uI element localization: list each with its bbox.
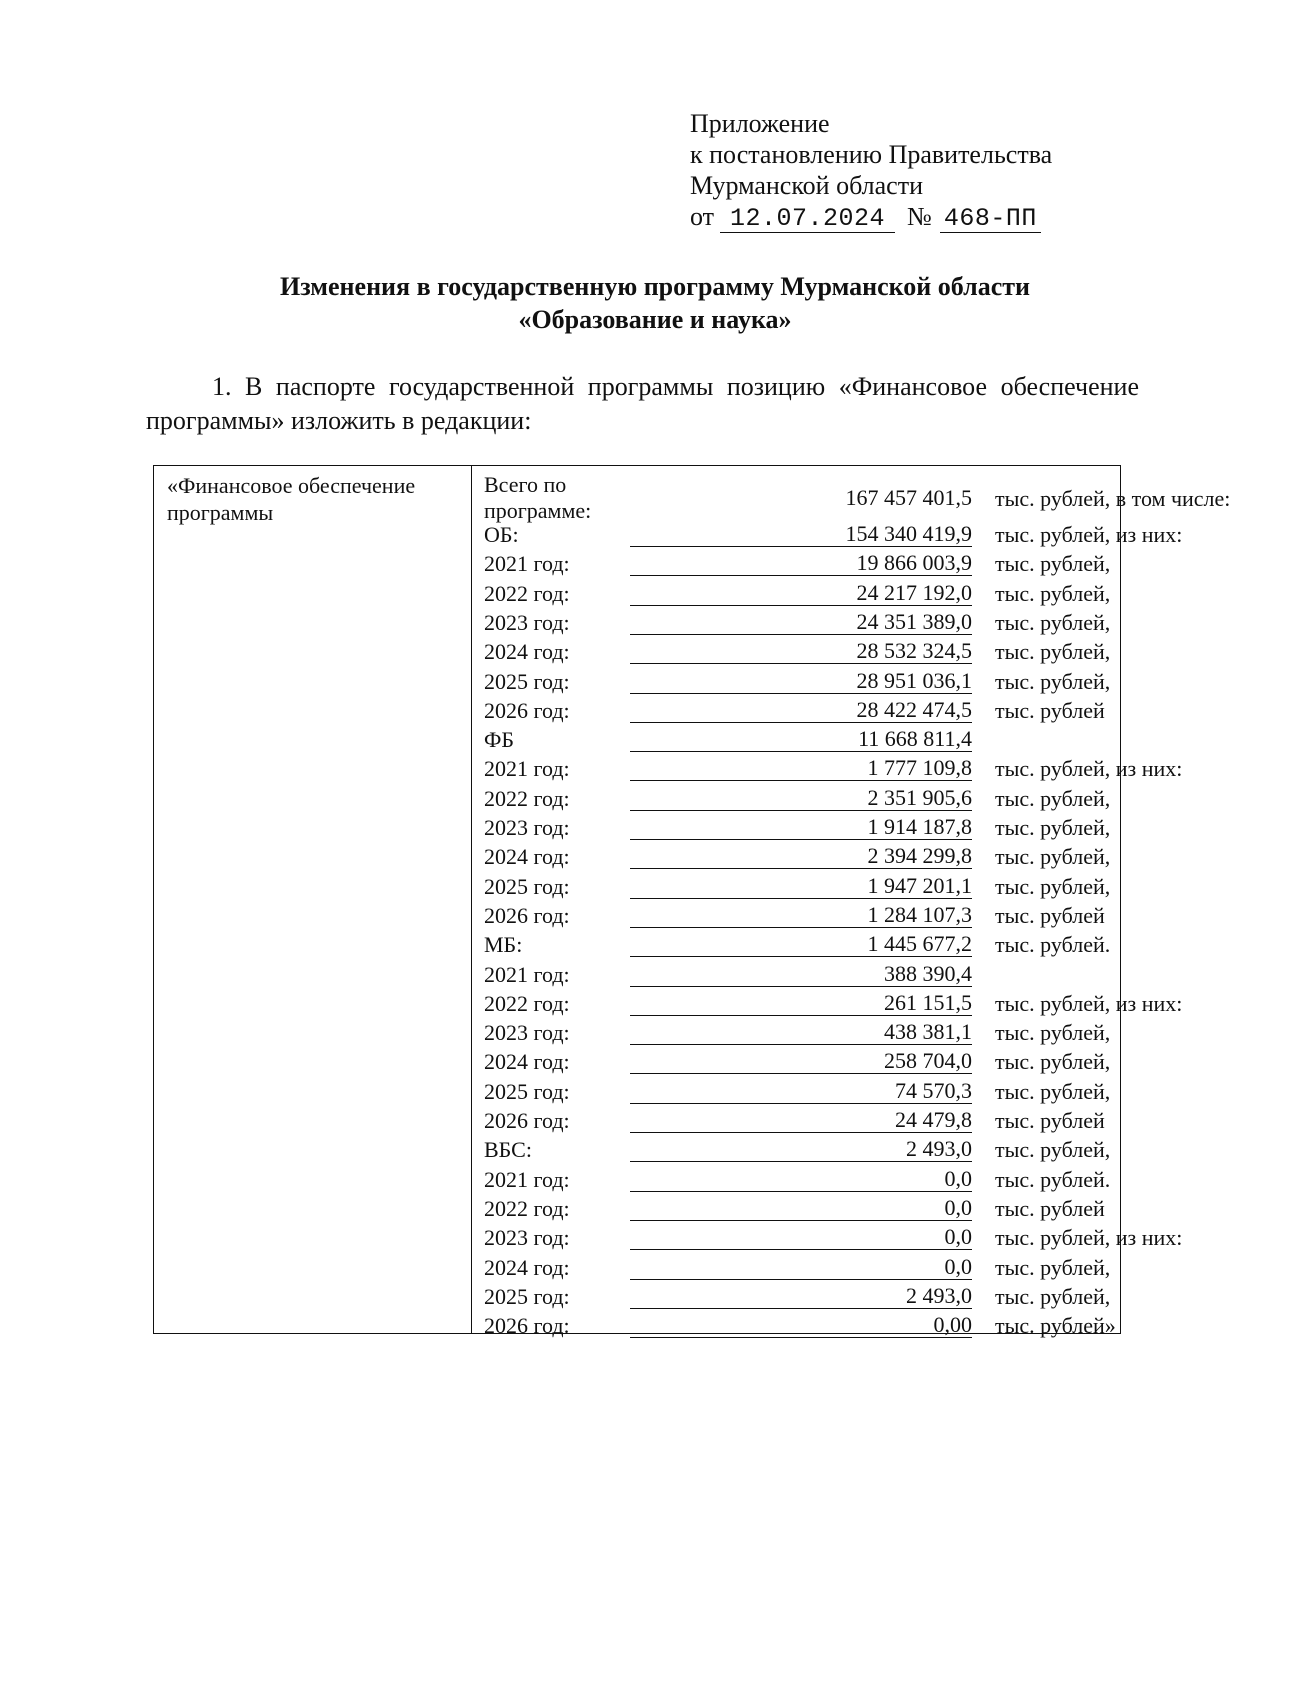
row-label: 2024 год: [484, 1049, 570, 1075]
row-value: 28 532 324,5 [630, 639, 972, 664]
row-unit: тыс. рублей, [995, 580, 1111, 606]
table-row [154, 549, 1120, 578]
row-unit: тыс. рублей, из них: [995, 756, 1183, 782]
row-value: 2 493,0 [630, 1137, 972, 1162]
row-label: 2026 год: [484, 1313, 570, 1339]
appendix-date-number-line [690, 201, 1052, 233]
title-line-1: Изменения в государственную программу Мурманской области [280, 272, 1030, 301]
table-row [154, 989, 1183, 1018]
row-unit: тыс. рублей, [995, 1283, 1111, 1309]
appendix-to-resolution: к постановлению Правительства [690, 140, 1053, 169]
table-row [154, 1047, 1120, 1076]
row-unit: тыс. рублей, [995, 609, 1111, 635]
table-row [154, 725, 1120, 754]
row-value: 261 151,5 [630, 991, 972, 1016]
row-unit: тыс. рублей, из них: [995, 990, 1183, 1016]
row-label: 2021 год: [484, 756, 570, 782]
row-value: 24 479,8 [630, 1108, 972, 1133]
row-value: 1 914 187,8 [630, 815, 972, 840]
table-row [154, 1282, 1120, 1311]
table-row [154, 1165, 1120, 1194]
table-row [154, 960, 1120, 989]
table-row [154, 696, 1120, 725]
number-label: № [907, 202, 932, 231]
table-row [154, 637, 1120, 666]
document-title [0, 270, 1310, 336]
table-row [154, 1135, 1120, 1164]
row-unit: тыс. рублей» [995, 1313, 1116, 1339]
position-label: «Финансовое обеспечение программы [167, 473, 416, 525]
table-row [154, 1311, 1120, 1340]
row-label: Всего по программе: [484, 472, 592, 523]
row-label: 2023 год: [484, 1225, 570, 1251]
row-value: 1 777 109,8 [630, 756, 972, 781]
appendix-title: Приложение [690, 109, 830, 138]
row-label: МБ: [484, 932, 523, 958]
row-unit: тыс. рублей. [995, 932, 1111, 958]
row-label: 2023 год: [484, 1020, 570, 1046]
row-label: 2021 год: [484, 551, 570, 577]
table-row [154, 784, 1120, 813]
row-label: 2026 год: [484, 1108, 570, 1133]
table-row [154, 1253, 1120, 1282]
row-value: 1 947 201,1 [630, 874, 972, 899]
row-value: 28 951 036,1 [630, 669, 972, 694]
row-value: 154 340 419,9 [630, 522, 972, 547]
table-row [154, 1194, 1120, 1223]
row-value: 1 445 677,2 [630, 932, 972, 957]
row-label: 2022 год: [484, 580, 570, 606]
appendix-region: Мурманской области [690, 171, 923, 200]
row-value: 167 457 401,5 [845, 485, 972, 510]
row-label: ФБ [484, 727, 515, 753]
title-line-2: «Образование и наука» [518, 305, 792, 334]
table-row [154, 1077, 1120, 1106]
row-unit: тыс. рублей, [995, 1254, 1111, 1280]
row-unit: тыс. рублей, [995, 873, 1111, 899]
table-row [154, 1106, 1120, 1135]
row-label: 2025 год: [484, 668, 570, 694]
row-unit: тыс. рублей [995, 1195, 1105, 1221]
row-value: 74 570,3 [630, 1079, 972, 1104]
row-value: 11 668 811,4 [630, 727, 972, 752]
row-value: 19 866 003,9 [630, 551, 972, 576]
row-unit: тыс. рублей, [995, 551, 1111, 577]
row-value: 24 217 192,0 [630, 581, 972, 606]
row-unit: тыс. рублей, [995, 844, 1111, 870]
row-unit: тыс. рублей, в том числе: [995, 486, 1231, 511]
row-label: 2024 год: [484, 639, 570, 665]
table-row [154, 579, 1120, 608]
row-value: 258 704,0 [630, 1049, 972, 1074]
row-value: 2 493,0 [630, 1284, 972, 1309]
table-row [154, 901, 1120, 930]
row-value: 24 351 389,0 [630, 610, 972, 635]
row-unit: тыс. рублей, из них: [995, 1225, 1183, 1251]
row-unit: тыс. рублей, [995, 1137, 1111, 1163]
row-label: 2024 год: [484, 1254, 570, 1280]
table-row [154, 667, 1120, 696]
row-unit: тыс. рублей, [995, 815, 1111, 840]
table-row [154, 608, 1120, 637]
row-label: 2025 год: [484, 1078, 570, 1104]
row-unit: тыс. рублей, [995, 1049, 1111, 1075]
table-row [154, 1223, 1183, 1252]
table-row [154, 520, 1183, 549]
row-label: 2023 год: [484, 609, 570, 635]
resolution-date: 12.07.2024 [720, 206, 895, 233]
table-row [154, 930, 1120, 959]
table-row [154, 1018, 1120, 1047]
resolution-number: 468-ПП [940, 206, 1041, 233]
row-label: 2022 год: [484, 1195, 570, 1221]
table-row [154, 813, 1120, 842]
row-value: 2 394 299,8 [630, 844, 972, 869]
row-label: 2022 год: [484, 990, 570, 1016]
row-unit: тыс. рублей. [995, 1166, 1111, 1192]
row-label: ВБС: [484, 1137, 532, 1163]
row-unit: тыс. рублей [995, 697, 1105, 723]
row-value: 438 381,1 [630, 1020, 972, 1045]
row-value: 388 390,4 [630, 962, 972, 987]
row-label: 2026 год: [484, 902, 570, 928]
row-value: 1 284 107,3 [630, 903, 972, 928]
table-row [154, 754, 1183, 783]
row-label: 2025 год: [484, 873, 570, 899]
row-unit: тыс. рублей, из них: [995, 522, 1183, 547]
row-value: 2 351 905,6 [630, 786, 972, 811]
appendix-header [690, 108, 1052, 233]
row-unit: тыс. рублей, [995, 1020, 1111, 1046]
row-label: 2025 год: [484, 1283, 570, 1309]
row-value: 0,0 [630, 1167, 972, 1192]
from-label: от [690, 202, 715, 231]
row-unit: тыс. рублей [995, 902, 1105, 928]
row-value: 0,0 [630, 1196, 972, 1221]
row-label: 2022 год: [484, 785, 570, 811]
row-label: 2021 год: [484, 1166, 570, 1192]
row-label: 2023 год: [484, 815, 570, 840]
row-value: 0,00 [630, 1313, 972, 1338]
row-value: 0,0 [630, 1225, 972, 1250]
row-label: 2026 год: [484, 697, 570, 723]
instruction-paragraph: 1. В паспорте государственной программы позицию «Финансовое обеспечение программы» изложить в редакции: [146, 372, 1139, 435]
row-label: 2021 год: [484, 961, 570, 987]
table-row [154, 842, 1120, 871]
row-unit: тыс. рублей, [995, 668, 1111, 694]
row-value: 28 422 474,5 [630, 698, 972, 723]
row-value: 0,0 [630, 1255, 972, 1280]
row-label: ОБ: [484, 522, 519, 547]
row-unit: тыс. рублей, [995, 1078, 1111, 1104]
financing-table [153, 465, 1231, 1339]
row-unit: тыс. рублей, [995, 785, 1111, 811]
row-label: 2024 год: [484, 844, 570, 870]
row-unit: тыс. рублей [995, 1108, 1105, 1133]
table-row [154, 872, 1120, 901]
row-unit: тыс. рублей, [995, 639, 1111, 665]
